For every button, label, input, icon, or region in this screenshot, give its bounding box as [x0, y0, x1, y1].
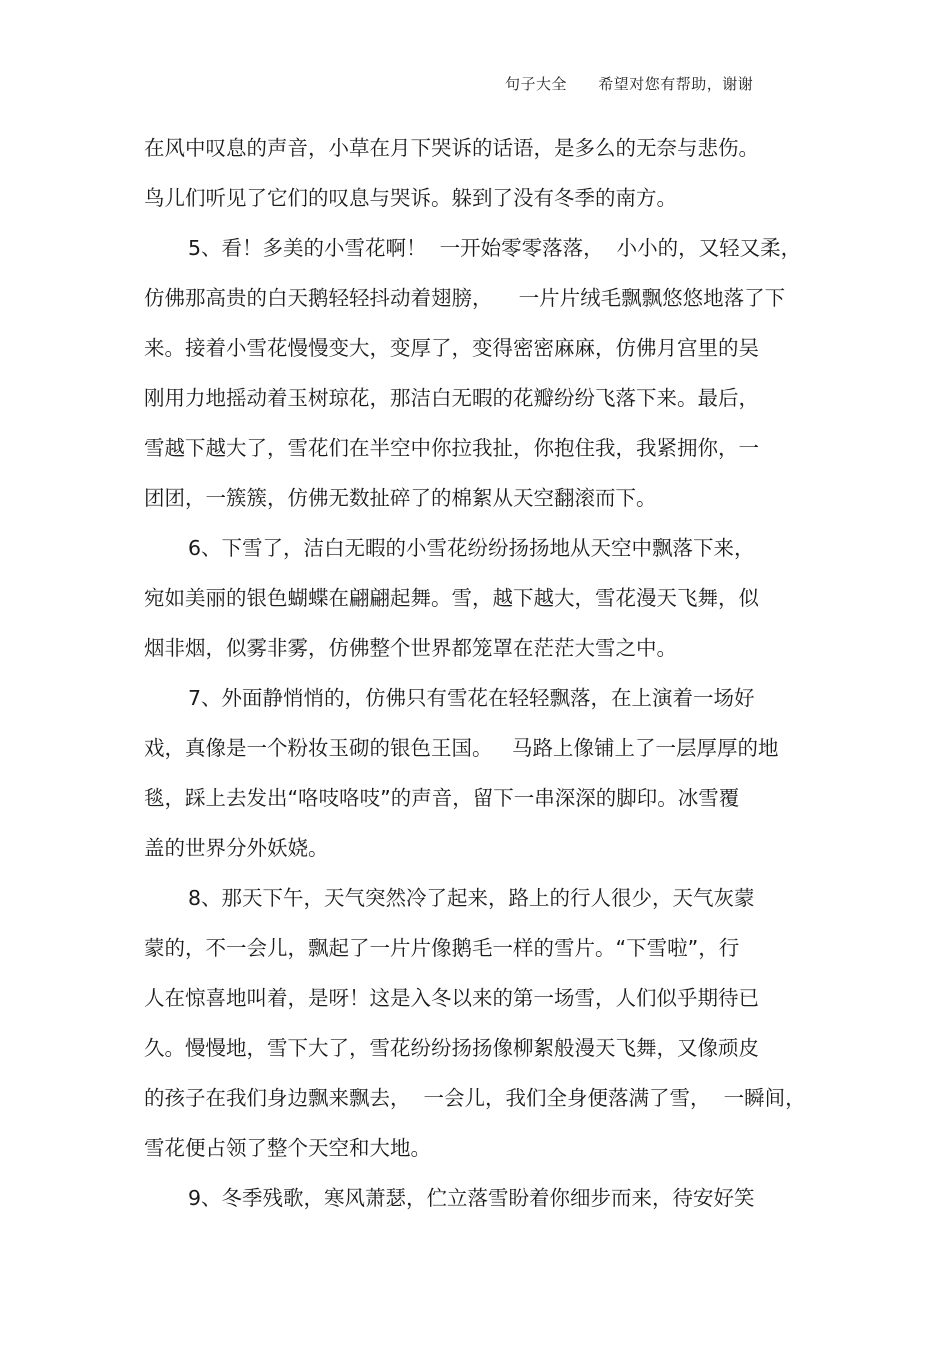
text-line: 烟非烟，似雾非雾，仿佛整个世界都笼罩在茫茫大雪之中。	[144, 636, 677, 660]
text-line: 的孩子在我们身边飘来飘去， 一会儿，我们全身便落满了雪， 一瞬间，	[144, 1086, 806, 1110]
text-line: 人在惊喜地叫着，是呀！这是入冬以来的第一场雪，人们似乎期待已	[144, 986, 759, 1010]
text-line: 蒙的，不一会儿，飘起了一片片像鹅毛一样的雪片。“下雪啦”，行	[144, 936, 740, 960]
text-line: 来。接着小雪花慢慢变大，变厚了，变得密密麻麻，仿佛月宫里的吴	[144, 336, 759, 360]
text-line: 5、看！多美的小雪花啊！ 一开始零零落落， 小小的，又轻又柔，	[188, 236, 802, 260]
text-line: 在风中叹息的声音，小草在月下哭诉的话语，是多么的无奈与悲伤。	[144, 136, 759, 160]
text-line: 7、外面静悄悄的，仿佛只有雪花在轻轻飘落，在上演着一场好	[188, 686, 755, 710]
text-line: 盖的世界分外妖娆。	[144, 836, 329, 860]
text-line: 鸟儿们听见了它们的叹息与哭诉。躲到了没有冬季的南方。	[144, 186, 677, 210]
text-line: 雪越下越大了，雪花们在半空中你拉我扯，你抱住我，我紧拥你，一	[144, 436, 759, 460]
text-line: 8、那天下午，天气突然冷了起来，路上的行人很少，天气灰蒙	[188, 886, 755, 910]
text-line: 久。慢慢地，雪下大了，雪花纷纷扬扬像柳絮般漫天飞舞，又像顽皮	[144, 1036, 759, 1060]
document-body	[144, 123, 806, 1223]
page-header	[505, 73, 753, 94]
text-line: 6、下雪了，洁白无暇的小雪花纷纷扬扬地从天空中飘落下来，	[188, 536, 755, 560]
text-line: 刚用力地摇动着玉树琼花，那洁白无暇的花瓣纷纷飞落下来。最后，	[144, 386, 759, 410]
text-line: 9、冬季残歌，寒风萧瑟，伫立落雪盼着你细步而来，待安好笑	[188, 1186, 755, 1210]
text-line: 团团，一簇簇，仿佛无数扯碎了的棉絮从天空翻滚而下。	[144, 486, 657, 510]
header-site-name: 句子大全	[505, 75, 568, 93]
text-line: 戏，真像是一个粉妆玉砌的银色王国。 马路上像铺上了一层厚厚的地	[144, 736, 779, 760]
text-line: 宛如美丽的银色蝴蝶在翩翩起舞。雪，越下越大，雪花漫天飞舞，似	[144, 586, 759, 610]
text-line: 雪花便占领了整个天空和大地。	[144, 1136, 431, 1160]
header-note: 希望对您有帮助，谢谢	[598, 75, 754, 93]
text-line: 毯，踩上去发出“咯吱咯吱”的声音，留下一串深深的脚印。冰雪覆	[144, 786, 740, 810]
text-line: 仿佛那高贵的白天鹅轻轻抖动着翅膀， 一片片绒毛飘飘悠悠地落了下	[144, 286, 786, 310]
